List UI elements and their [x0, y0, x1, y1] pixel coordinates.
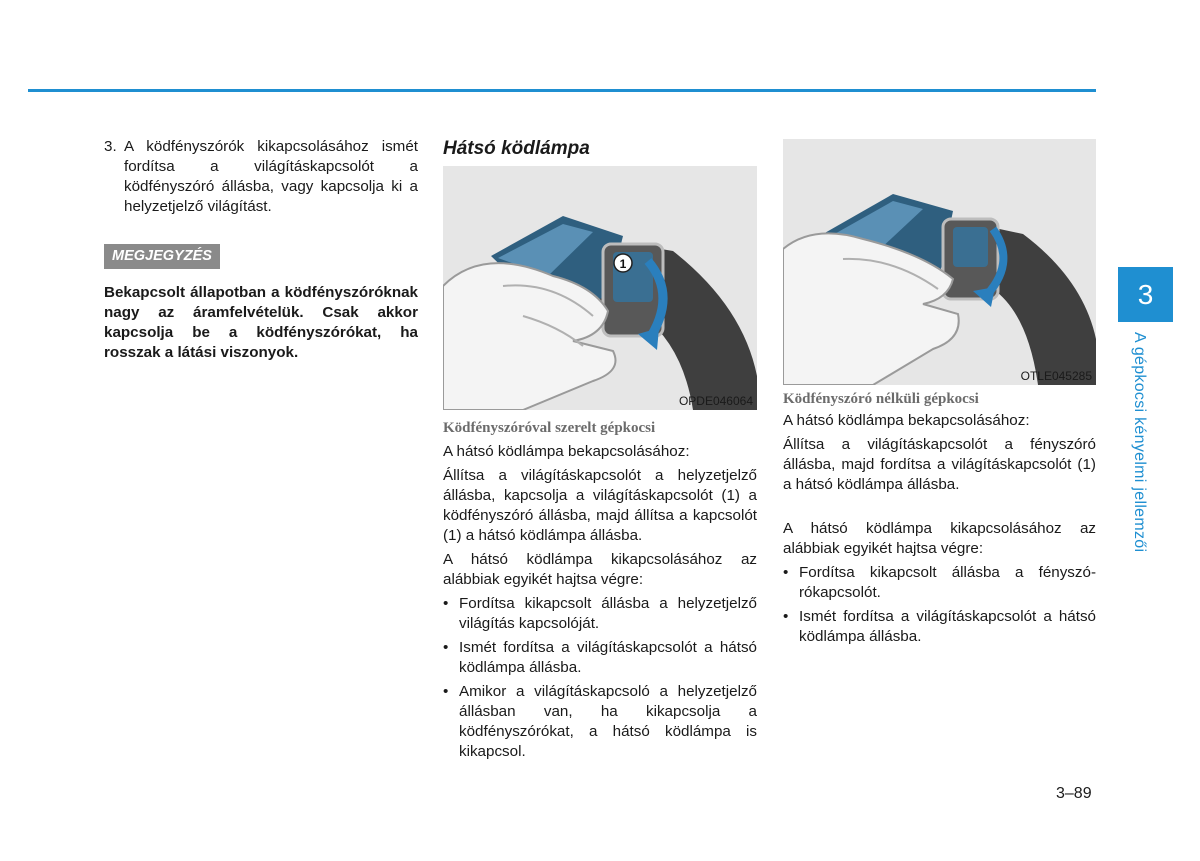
paragraph: A hátsó ködlámpa bekapcsolásához:	[443, 443, 690, 460]
column-middle	[443, 137, 757, 762]
bullet-list	[443, 594, 757, 762]
bullet-list	[783, 563, 1096, 647]
switch-marker: 1	[619, 257, 627, 271]
paragraph: A hátsó ködlámpa kikapcsolásához az alábbiak egyikét hajtsa végre:	[783, 520, 1096, 557]
section-title: Hátsó ködlámpa	[443, 138, 590, 159]
note-text: Bekapcsolt állapotban a ködfényszóróknak nagy az áramfelvételük. Csak akkor kapcsolja be a ködfényszórókat, ha rosszak a látási viszonyok.	[104, 284, 418, 361]
lever-illustration	[443, 166, 757, 410]
numbered-step	[104, 137, 418, 217]
page-number: 3–89	[1056, 785, 1092, 802]
paragraph: Állítsa a világításkapcsolót a helyzetjelző állásba, kapcsolja a világításkapcsolót (1) a ködfényszóró állásba, majd állítsa a kapcsolót (1) a hátsó ködlámpa állásba.	[443, 467, 757, 544]
lever-illustration	[783, 139, 1096, 385]
column-left	[104, 137, 418, 363]
subheading-without-fog: Ködfényszóró nélküli gépkocsi	[783, 391, 979, 407]
paragraph: Állítsa a világításkapcsolót a fényszóró állásba, majd fordítsa a világításkapcsolót (1) a hátsó ködlámpa állásba.	[783, 436, 1096, 493]
subheading-with-fog: Ködfényszóróval szerelt gépkocsi	[443, 420, 656, 436]
list-item: • Ismét fordítsa a világításkapcsolót a hátsó ködlámpa állásba.	[783, 608, 1096, 645]
note-label: MEGJEGYZÉS	[104, 244, 220, 269]
list-item: • Amikor a világításkapcsoló a helyzetjelző állásban van, ha kikapcsolja a ködfényszórókat, a hátsó ködlámpa is kikapcsol.	[443, 683, 757, 760]
list-item: • Fordítsa kikapcsolt állásba a helyzetjelző világítás kapcsolóját.	[443, 595, 757, 632]
chapter-title: A gépkocsi kényelmi jellemzői	[1131, 332, 1148, 553]
column-right	[783, 139, 1096, 647]
step-number: 3.	[104, 138, 117, 155]
figure-code: OTLE045285	[1020, 369, 1092, 383]
header-rule	[28, 89, 1096, 92]
figure-code: OPDE046064	[678, 394, 753, 408]
figure-fog-switch-with-front-fog	[443, 166, 757, 410]
list-item: • Ismét fordítsa a világításkapcsolót a hátsó ködlámpa állásba.	[443, 639, 757, 676]
chapter-number-tab: 3	[1118, 267, 1173, 322]
figure-fog-switch-without-front-fog	[783, 139, 1096, 385]
paragraph: A hátsó ködlámpa kikapcsolásához az alábbiak egyikét hajtsa végre:	[443, 551, 757, 588]
paragraph: A hátsó ködlámpa bekapcsolásához:	[783, 412, 1030, 429]
step-text: A ködfényszórók kikapcsolásához ismét fordítsa a világításkapcsolót a ködfényszóró állásba, vagy kapcsolja ki a helyzetjelző világítást.	[124, 138, 418, 215]
list-item: • Fordítsa kikapcsolt állásba a fényszórókapcsolót.	[783, 564, 1096, 601]
